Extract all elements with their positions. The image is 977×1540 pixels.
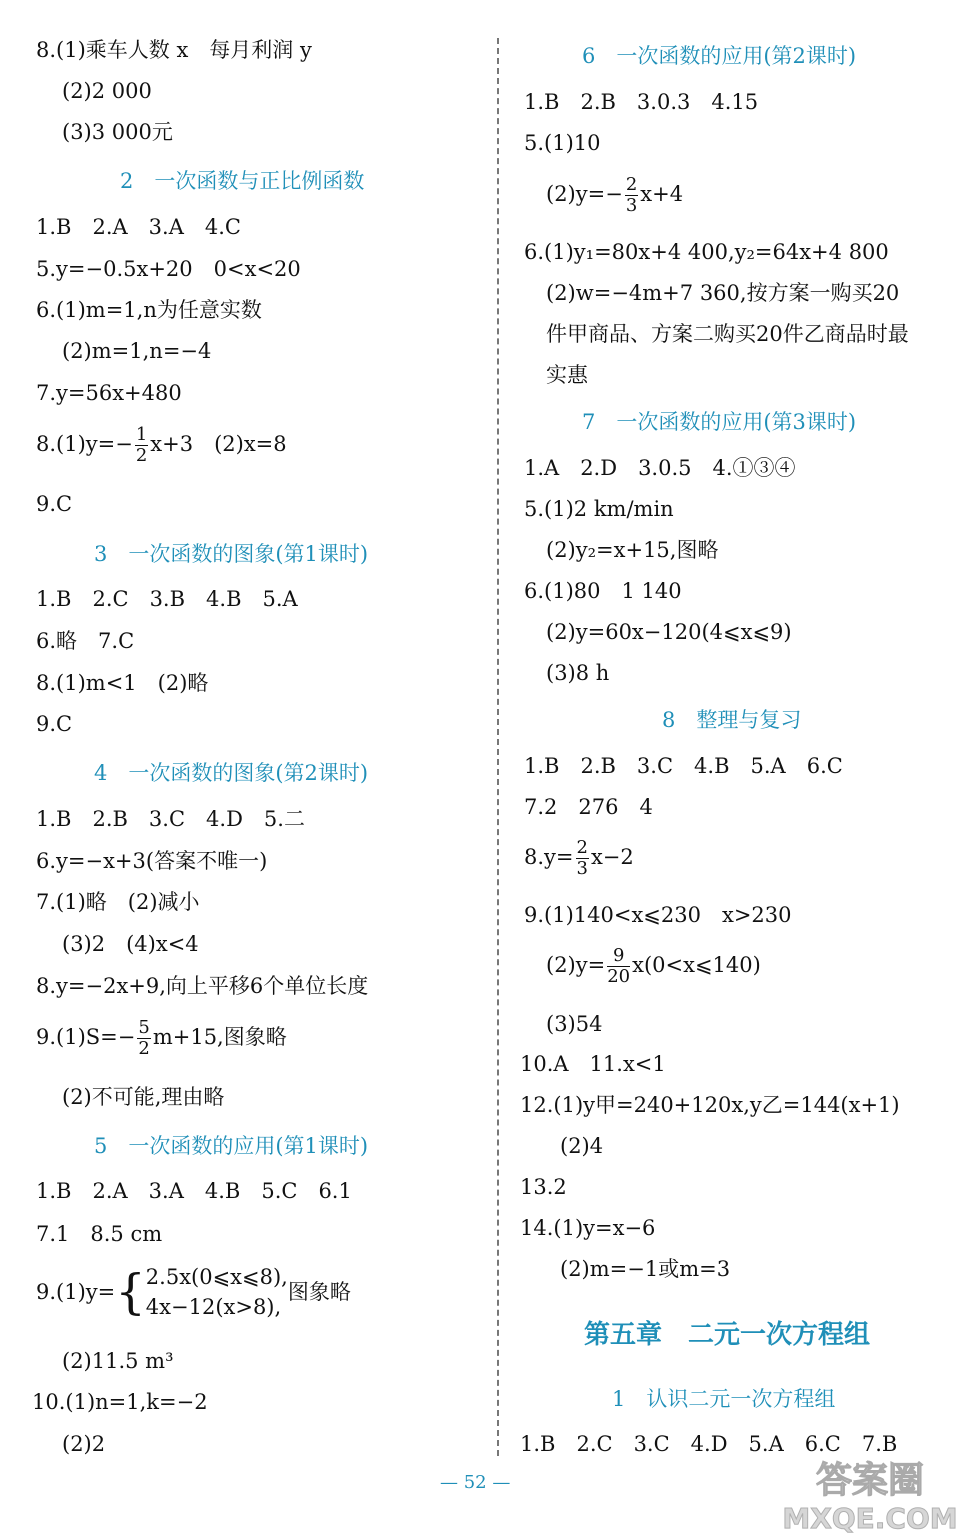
answer-line: 8.y= $\frac{2}{3}$ x−2 <box>524 837 634 879</box>
section-heading: 7 一次函数的应用(第3课时) <box>582 410 857 434</box>
column-divider <box>497 38 499 1456</box>
answer-line: 8.(1)y=− $\frac{1}{2}$ x+3 (2)x=8 <box>36 424 287 466</box>
fraction: $\frac{5}{2}$ <box>138 1017 150 1059</box>
answer-line: 5.(1)2 km/min <box>524 497 674 521</box>
fraction: $\frac{9}{20}$ <box>607 945 631 987</box>
fraction: $\frac{1}{2}$ <box>135 424 148 466</box>
section-heading: 8 整理与复习 <box>662 708 802 732</box>
answer-line: 10.A 11.x<1 <box>520 1052 666 1076</box>
answer-line: (2)y=− $\frac{2}{3}$ x+4 <box>546 174 684 216</box>
answer-line: 6.(1)y₁=80x+4 400,y₂=64x+4 800 <box>524 240 889 264</box>
answer-line: (2)m=1,n=−4 <box>62 339 212 363</box>
section-heading: 4 一次函数的图象(第2课时) <box>94 761 369 785</box>
answer-line: 7.1 8.5 cm <box>36 1222 163 1246</box>
answer-line: 9.C <box>36 492 73 516</box>
answer-line: 14.(1)y=x−6 <box>520 1216 656 1240</box>
chapter-title: 第五章 二元一次方程组 <box>584 1320 871 1350</box>
answer-line: (3)54 <box>546 1012 603 1036</box>
svg-text:答案圈: 答案圈 <box>815 1460 925 1501</box>
answer-line: 13.2 <box>520 1175 567 1199</box>
watermark <box>770 1450 970 1536</box>
answer-line: (2)4 <box>560 1134 604 1158</box>
answer-line: 7.y=56x+480 <box>36 381 182 405</box>
answer-line: 1.B 2.A 3.A 4.C <box>36 215 241 239</box>
answer-line: (2)11.5 m³ <box>62 1349 174 1373</box>
answer-line: (2)不可能,理由略 <box>62 1085 225 1109</box>
fraction: $\frac{2}{3}$ <box>625 174 638 216</box>
answer-line: 12.(1)y甲=240+120x,y乙=144(x+1) <box>520 1093 900 1117</box>
answer-line: (3)8 h <box>546 661 610 685</box>
answer-line: 9.(1)140<x⩽230 x>230 <box>524 903 792 927</box>
answer-line: 5.y=−0.5x+20 0<x<20 <box>36 257 301 281</box>
answer-line: 6.y=−x+3(答案不唯一) <box>36 849 268 873</box>
answer-line: 1.B 2.C 3.C 4.D 5.A 6.C 7.B <box>520 1432 898 1456</box>
answer-line: (2)y=60x−120(4⩽x⩽9) <box>546 620 792 644</box>
page-number: — 52 — <box>440 1472 511 1493</box>
answer-line: 6.(1)m=1,n为任意实数 <box>36 298 262 322</box>
svg-text:MXQE.COM: MXQE.COM <box>782 1502 958 1535</box>
answer-line: 1.B 2.B 3.0.3 4.15 <box>524 90 759 114</box>
section-heading: 3 一次函数的图象(第1课时) <box>94 542 369 566</box>
answer-line: 8.(1)m<1 (2)略 <box>36 671 209 695</box>
left-brace: { <box>115 1264 146 1320</box>
answer-line: (3)2 (4)x<4 <box>62 932 199 956</box>
answer-line: 9.C <box>36 712 73 736</box>
answer-line: (2)m=−1或m=3 <box>560 1257 731 1281</box>
answer-line: 1.A 2.D 3.0.5 4.①③④ <box>524 456 796 480</box>
watermark-logo <box>770 1450 970 1536</box>
answer-line: 10.(1)n=1,k=−2 <box>32 1390 208 1414</box>
section-heading: 1 认识二元一次方程组 <box>612 1387 836 1411</box>
answer-line: 1.B 2.B 3.C 4.B 5.A 6.C <box>524 754 843 778</box>
piecewise-cases: 2.5x(0⩽x⩽8), 4x−12(x>8), <box>145 1265 288 1319</box>
answer-line: 5.(1)10 <box>524 131 601 155</box>
answer-line: 1.B 2.C 3.B 4.B 5.A <box>36 587 298 611</box>
answer-line: (2)y₂=x+15,图略 <box>546 538 719 562</box>
answer-line: 1.B 2.B 3.C 4.D 5.二 <box>36 807 305 831</box>
fraction: $\frac{2}{3}$ <box>576 837 588 879</box>
answer-line: (2)2 000 <box>62 79 152 103</box>
section-heading: 5 一次函数的应用(第1课时) <box>94 1134 369 1158</box>
section-heading: 6 一次函数的应用(第2课时) <box>582 44 857 68</box>
answer-line: 8.(1)乘车人数 x 每月利润 y <box>36 38 312 62</box>
answer-line: (2)y= $\frac{9}{20}$ x(0<x⩽140) <box>546 945 761 987</box>
answer-line: 1.B 2.A 3.A 4.B 5.C 6.1 <box>36 1179 352 1203</box>
answer-line: 7.2 276 4 <box>524 795 653 819</box>
answer-line: 9.(1)S=− $\frac{5}{2}$ m+15,图象略 <box>36 1017 287 1059</box>
answer-line: 6.略 7.C <box>36 629 135 653</box>
answer-line: 6.(1)80 1 140 <box>524 579 682 603</box>
answer-line: 9.(1)y={ 2.5x(0⩽x⩽8), 4x−12(x>8), 图象略 <box>36 1264 351 1320</box>
answer-line: 件甲商品、方案二购买20件乙商品时最 <box>546 322 909 346</box>
answer-line: (3)3 000元 <box>62 120 173 144</box>
answer-line: 7.(1)略 (2)减小 <box>36 890 200 914</box>
answer-line: (2)w=−4m+7 360,按方案一购买20 <box>546 281 900 305</box>
answer-line: (2)2 <box>62 1432 106 1456</box>
answer-line: 8.y=−2x+9,向上平移6个单位长度 <box>36 974 369 998</box>
section-heading: 2 一次函数与正比例函数 <box>120 169 365 193</box>
answer-line: 实惠 <box>546 363 588 387</box>
